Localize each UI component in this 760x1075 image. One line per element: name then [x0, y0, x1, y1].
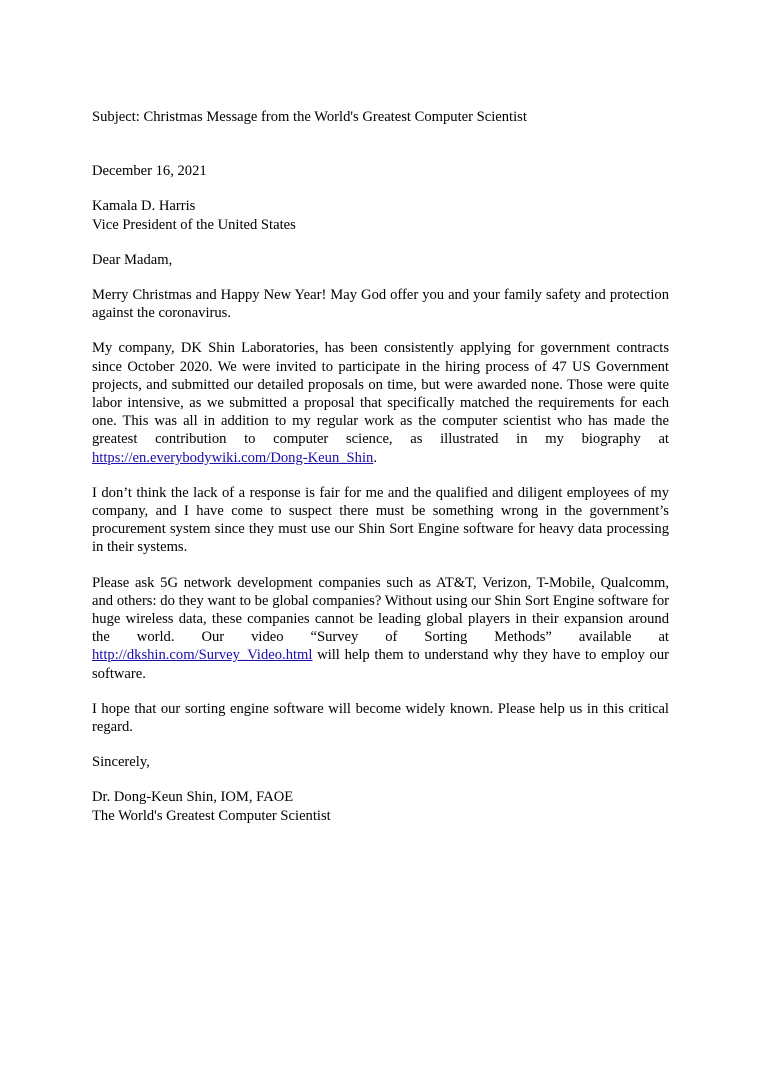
closing: Sincerely, [92, 754, 150, 771]
recipient-block [92, 197, 669, 233]
paragraph-contracts-end: . [373, 449, 377, 466]
paragraph-contracts-text: My company, DK Shin Laboratories, has been consistently applying for government contracts since October 2020. We were invited to participate in the hiring process of 47 US Government projects, and submitted our detailed proposals on time, but were awarded none. Those were quite labor intensive, as we submitted a proposal that specifically matched the requirements for each one. This was all in addition to my regular work as the computer scientist who has made the greatest contribution to computer science, as illustrated in my biography at [92, 340, 669, 448]
letter-date: December 16, 2021 [92, 163, 207, 180]
signature-block [92, 788, 669, 824]
signer-title: The World's Greatest Computer Scientist [92, 807, 331, 824]
paragraph-contracts [92, 339, 669, 466]
signer-name: Dr. Dong-Keun Shin, IOM, FAOE [92, 789, 294, 806]
paragraph-request: I hope that our sorting engine software will become widely known. Please help us in this critical regard. [92, 700, 669, 736]
recipient-name: Kamala D. Harris [92, 198, 196, 215]
subject-line: Subject: Christmas Message from the World's Greatest Computer Scientist [92, 109, 527, 125]
biography-link[interactable]: https://en.everybodywiki.com/Dong-Keun_Shin [92, 449, 374, 466]
survey-video-link[interactable]: http://dkshin.com/Survey_Video.html [92, 647, 313, 664]
salutation: Dear Madam, [92, 251, 173, 268]
recipient-title: Vice President of the United States [92, 216, 296, 233]
paragraph-5g [92, 574, 669, 683]
paragraph-fairness: I don’t think the lack of a response is fair for me and the qualified and diligent employees of my company, and I have come to suspect there must be something wrong in the government’s procurement system since they must use our Shin Sort Engine software for heavy data processing in their systems. [92, 484, 669, 556]
paragraph-5g-text: Please ask 5G network development companies such as AT&T, Verizon, T-Mobile, Qualcomm, and others: do they want to be global companies? Without using our Shin Sort Engine software for huge wireless data, these companies cannot be leading global players in their expansion around the world. Our video “Survey of Sorting Methods” available at [92, 574, 669, 646]
paragraph-5g-end: will help them to understand why they have to employ our software. [92, 647, 669, 682]
letter-page [92, 108, 669, 825]
paragraph-greeting: Merry Christmas and Happy New Year! May God offer you and your family safety and protection against the coronavirus. [92, 287, 669, 322]
